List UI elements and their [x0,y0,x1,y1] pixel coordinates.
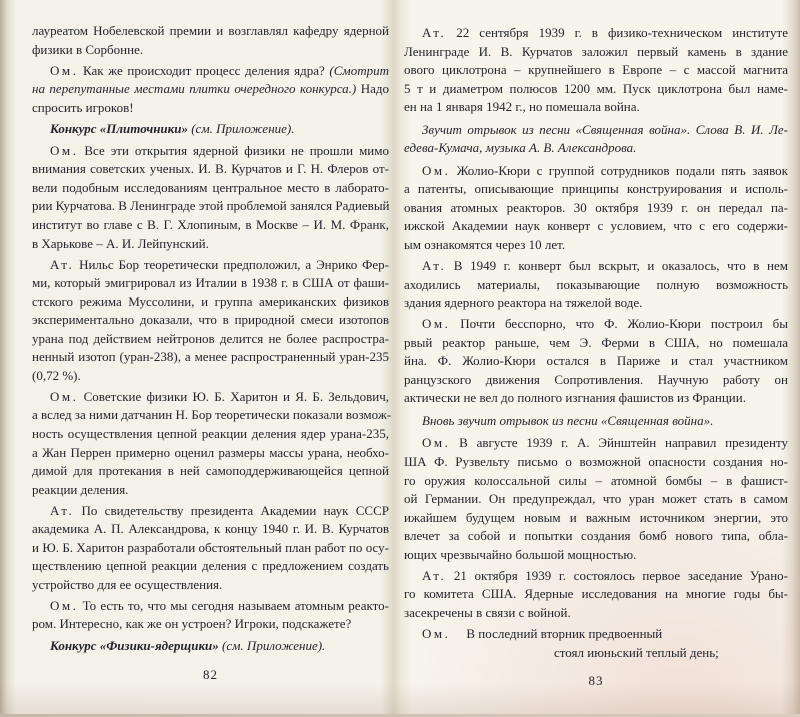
text-line [32,62,389,81]
paragraph [404,121,788,158]
text-segment: 22 сентября 1939 г. в физико-техническом институте [446,25,788,40]
text-line: актически не вел до полного изгнания фашистов из Франции. [404,390,746,406]
text-line: димой для протекания в ней самоподдерживающейся цепной [32,463,389,479]
text-line: а вслед за ними датчанин Н. Бор теоретически показали возмож- [32,407,392,423]
text-segment: Ом. [50,62,79,78]
text-line [404,315,788,334]
text-line: ижайшем будущем новым и важным источником энергии, это [404,509,788,525]
text-line: внимания советских ученых. И. В. Курчатов и Г. Н. Флеров от- [32,161,389,177]
text-line: устройство для ее осуществления. [32,576,223,592]
text-line: вели подобным исследованиям центральное место в лаборато- [32,179,389,195]
text-line: ненный изотоп (уран-238), а менее распространенный уран-235 [32,349,389,365]
left-page-text [32,22,392,656]
text-line: спросить игроков! [32,99,134,115]
text-line: влечет за собой и попытки создания бомб нового типа, обла- [404,528,788,544]
text-line: ществлению цепной реакции деления с предложением создать [32,558,389,574]
text-line: едева-Кумача, музыка А. В. Александрова. [404,140,637,156]
text-line: рии Курчатова. В Ленинграде этой проблемой занялся Радиевый [32,198,390,214]
text-line [404,625,788,644]
text-segment: Ом. [422,162,451,178]
text-line [32,256,389,275]
paragraph [404,625,788,662]
text-line: лауреатом Нобелевской премии и возглавлял кафедру ядерной [32,23,389,38]
text-line [404,567,788,586]
text-segment: Ом. [422,625,451,641]
text-line: академика А. П. Александрова, к концу 1940 г. И. В. Курчатов [32,521,389,537]
text-line: рвый реактор раньше, чем Э. Ферми в США, но помешала [404,334,788,350]
text-segment: Ат. [50,256,75,272]
text-line: ром. Интересно, как же он устроен? Игроки, подскажете? [32,616,352,632]
text-segment: Нильс Бор теоретически предположил, а Энрико Фер- [74,256,389,272]
text-line: и Ю. Б. Харитон разработали обстоятельный план работ по осу- [32,539,389,555]
text-line: ми, который эмигрировал из Италии в 1938 г. в США от фаши- [32,275,389,291]
text-line: ым ознакомятся через 10 лет. [404,237,566,253]
text-line [32,597,389,616]
text-line: стоял июньский теплый день; [554,644,719,660]
text-line [32,80,389,99]
text-segment: Надо [356,81,389,97]
text-line: а Жан Перрен примерно оценил размеры массы урана, необхо- [32,444,389,460]
text-line: урана под действием нейтронов делится не более распростра- [32,330,389,346]
text-segment: (Смотрит [329,62,389,78]
text-line: реакции деления. [32,481,129,497]
text-segment: Советские физики Ю. Б. Харитон и Я. Б. Зельдович, [78,388,389,404]
text-line: ования атомных реакторов. 30 октября 1939 г. он передал па- [404,199,788,215]
text-segment: Жолио-Кюри с группой сотрудников подали пять заявок [450,162,788,178]
paragraph [32,637,389,656]
text-line: ен на 1 января 1942 г., но помешала война. [404,99,640,115]
text-segment: 21 октября 1939 г. состоялось первое заседание Урано- [446,567,788,583]
text-segment: Ом. [50,388,79,404]
text-segment: Ат. [50,502,75,518]
text-line: йна. Ф. Жолио-Кюри остался в Париже и стал участником [404,353,788,369]
text-segment: Как же происходит процесс деления ядра? [78,62,330,78]
text-line: экспериментально доказали, что в природной смеси изотопов [32,312,389,328]
text-line: физики в Сорбонне. [32,41,144,57]
page-number: 83 [588,673,604,689]
text-segment: В последний вторник предвоенный [466,625,663,641]
text-line: институт во главе с В. Г. Хлопиным, в Москве – И. М. Франк, [32,216,389,232]
text-segment: (см. Приложение). [191,121,295,137]
paragraph [32,62,389,118]
text-line [32,142,389,161]
text-segment: Ом. [50,142,79,158]
text-line: го оружия колоссальной силы – атомной бомбы – в фашист- [404,472,788,488]
text-line [404,434,788,453]
right-page-text [404,24,788,662]
text-line [32,502,389,521]
left-page [0,0,396,717]
text-segment: Ат. [422,25,447,40]
paragraph [32,120,389,139]
text-line: аходились материалы, показывающие полную возможность [404,276,788,292]
text-segment: Все эти открытия ядерной физики не прошли мимо [78,142,389,158]
text-line: го комитета США. Ядерные исследования на многие годы бы- [404,586,788,602]
text-line: 5 т и диаметром полюсов 1200 мм. Пуск циклотрона был наме- [404,80,788,96]
paragraph [404,412,788,431]
text-segment: В августе 1939 г. А. Эйнштейн направил президенту [450,435,788,451]
text-segment: на перепутанные местами плитки очередного конкурса.) [32,81,357,97]
paragraph [404,315,788,408]
text-segment: Ом. [422,435,451,451]
text-line: Вновь звучит отрывок из песни «Священная война». [422,412,714,428]
text-line: ового циклотрона – крупнейшего в Европе – с массой магнита [404,62,788,78]
paragraph [404,257,788,313]
text-segment: По свидетельству президента Академии наук СССР [74,502,389,518]
text-segment: Ом. [422,316,451,332]
text-line: ющих чрезвычайно большой мощностью. [404,546,637,562]
paragraph [32,256,389,386]
text-line: Звучит отрывок из песни «Священная война». Слова В. И. Ле- [422,121,788,137]
text-segment: Ат. [422,567,447,583]
text-segment: Почти бесспорно, что Ф. Жолио-Кюри построил бы [450,316,788,332]
text-line [404,257,788,276]
text-line: засекречены в связи с войной. [404,604,571,620]
text-segment: Ом. [50,597,79,613]
text-line: стского режима Муссолини, и группа американских физиков [32,293,389,309]
text-line [32,120,389,139]
text-line: ность осуществления цепной реакции деления ядер урана-235, [32,425,389,441]
paragraph [32,502,389,595]
text-segment: В 1949 г. конверт был вскрыт, и оказалось, что в нем [446,258,788,274]
text-segment: (см. Приложение). [222,638,326,653]
paragraph [32,142,389,253]
text-line: ой Германии. Он предупреждал, что уран может стать в самом [404,491,788,507]
paragraph [404,567,788,623]
paragraph [404,24,788,117]
text-line: а патенты, описывающие принципы конструирования и исполь- [404,181,788,197]
paragraph [404,162,788,255]
text-segment: Ат. [422,258,447,274]
text-segment: Конкурс «Физики-ядерщики» [50,638,223,653]
text-line: (0,72 %). [32,367,81,383]
paragraph [32,597,389,634]
text-line: Ленинграде И. В. Курчатов заложил первый камень в здание [404,43,788,59]
text-segment: Конкурс «Плиточники» [50,121,192,137]
text-line: здания ядерного реактора на тяжелой воде. [404,295,643,311]
page-number: 82 [203,666,218,682]
text-line [32,388,389,407]
paragraph [32,388,392,499]
text-line [404,162,788,181]
text-line: ижской Академии наук конверт с условием, что с его содержи- [404,218,788,234]
text-line: ША Ф. Рузвельту письмо о возможной опасности создания но- [404,454,788,470]
paragraph [32,22,389,59]
right-page [396,0,800,717]
paragraph [404,434,788,564]
text-line [404,24,788,43]
text-line [32,637,389,656]
text-line: ранцузского движения Сопротивления. Научную работу он [404,371,788,387]
text-segment: То есть то, что мы сегодня называем атомным реакто- [78,597,389,613]
text-line: в Харькове – А. И. Лейпунский. [32,235,209,251]
